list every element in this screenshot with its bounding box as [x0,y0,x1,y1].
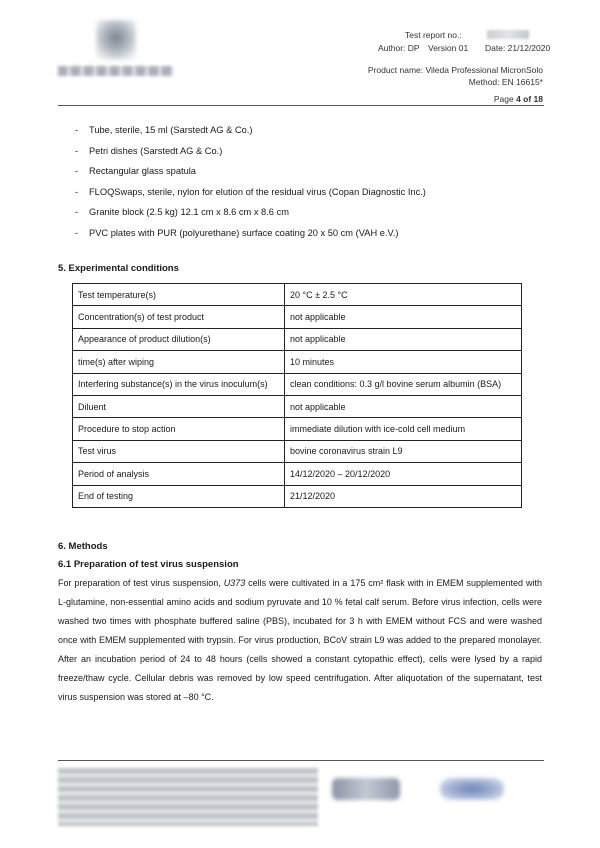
author: Author: DP [378,43,420,53]
condition-label: Interfering substance(s) in the virus inoculum(s) [73,373,285,395]
condition-value: not applicable [285,395,522,417]
method: Method: EN 16615* [468,77,543,87]
experimental-conditions-table [72,283,522,508]
page-indicator [494,94,543,104]
condition-label: Diluent [73,395,285,417]
company-logo [58,20,173,82]
condition-value: bovine coronavirus strain L9 [285,440,522,462]
condition-value: clean conditions: 0.3 g/l bovine serum albumin (BSA) [285,373,522,395]
condition-label: Test virus [73,440,285,462]
table-row [73,440,522,462]
condition-label: time(s) after wiping [73,351,285,373]
table-row [73,463,522,485]
condition-label: End of testing [73,485,285,507]
section-6-title: 6. Methods [58,541,108,552]
table-row [73,284,522,306]
list-item: - Petri dishes (Sarstedt AG & Co.) [75,145,223,156]
materials-list [75,120,426,243]
footer-divider [58,760,544,761]
table-row [73,328,522,350]
header-divider [58,105,544,106]
table-row [73,306,522,328]
list-item: - Granite block (2.5 kg) 12.1 cm x 8.6 cm x 8.6 cm [75,207,289,217]
accreditation-logo [332,778,400,800]
condition-label: Concentration(s) of test product [73,306,285,328]
condition-label: Appearance of product dilution(s) [73,328,285,350]
condition-value: 21/12/2020 [285,485,522,507]
condition-value: immediate dilution with ice-cold cell medium [285,418,522,440]
condition-label: Period of analysis [73,463,285,485]
page-number: 4 of 18 [516,94,543,104]
condition-label: Test temperature(s) [73,284,285,306]
page-label: Page [493,94,514,104]
report-number-label: Test report no.: [405,30,462,40]
product-name: Product name: Vileda Professional MicronSolo [367,65,543,75]
logo-wordmark [58,66,173,76]
certification-logo [440,778,504,800]
list-item: - Tube, sterile, 15 ml (Sarstedt AG & Co.) [75,125,253,135]
list-item: - FLOQSwaps, sterile, nylon for elution of the residual virus (Copan Diagnostic Inc.) [75,186,426,197]
table-row [73,373,522,395]
section-6-1-title: 6.1 Preparation of test virus suspension [58,559,239,570]
table-row [73,485,522,507]
version: Version 01 [428,43,469,53]
table-row [73,351,522,373]
redacted-report-number [487,30,529,39]
report-date: Date: 21/12/2020 [485,43,551,53]
condition-value: 20 °C ± 2.5 °C [285,284,522,306]
cell-line-name: U373 [223,578,246,588]
condition-label: Procedure to stop action [73,418,285,440]
condition-value: 10 minutes [285,351,522,373]
section-5-title: 5. Experimental conditions [58,263,179,274]
condition-value: 14/12/2020 – 20/12/2020 [285,463,522,485]
methods-paragraph: For preparation of test virus suspension, U373 cells were cultivated in a 175 cm² flask with in EMEM supplemented with L-glutamine, non-essential amino acids and sodium pyruvate and 10 % fetal calf serum. Before virus infection, cells were washed two times with phosphate buffered saline (PBS), incubated for 3 h with EMEM without FCS and were washed once with EMEM supplemented with trypsin. For virus production, BCoV strain L9 was added to the prepared monolayer. After an incubation period of 24 to 48 hours (cells showed a constant cytopathic effect), cells were lysed by a rapid freeze/thaw cycle. Cellular debris was removed by low speed centrifugation. After aliquotation of the supernatant, test virus suspension was stored at –80 °C. [58,578,542,702]
condition-value: not applicable [285,306,522,328]
table-row [73,418,522,440]
list-item: - Rectangular glass spatula [75,166,196,176]
table-row [73,395,522,417]
condition-value: not applicable [285,328,522,350]
list-item: - PVC plates with PUR (polyurethane) surface coating 20 x 50 cm (VAH e.V.) [75,227,399,238]
logo-emblem [96,20,136,60]
redacted-footer-text [58,768,318,826]
